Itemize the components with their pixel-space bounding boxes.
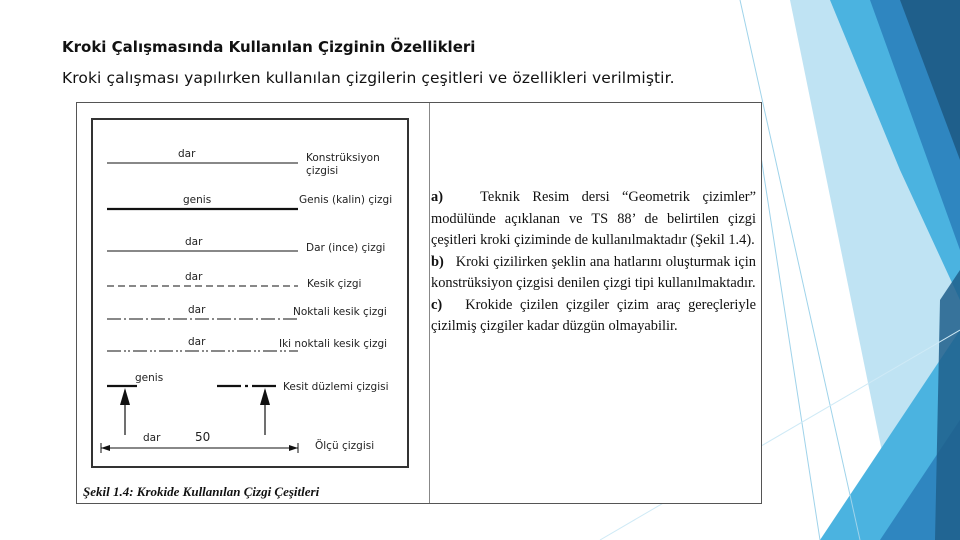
line-samples-drawing [93,120,407,466]
figure-text-panel [431,187,756,338]
thickness-label: dar [188,304,206,316]
paragraph-b-line: denilen çizgi tipi kullanılmaktadır. [557,275,756,291]
line-name: Konstrüksiyon [306,152,380,164]
kesit-arrowhead-left [120,388,130,405]
facet-line [760,150,820,540]
figure-drawing-panel [77,103,430,503]
paragraph-a-line: de kullanılmaktadır (Şekil 1.4). [574,232,755,248]
thickness-label: dar [143,432,161,444]
line-name: Genis (kalin) çizgi [299,194,393,206]
line-name: Iki noktali kesik çizgi [279,338,388,350]
paragraph-c [431,295,756,338]
thickness-label: dar [185,271,203,283]
line-name: Noktali kesik çizgi [293,306,387,318]
olcu-arrowhead-right [289,445,298,451]
slide-title: Kroki Çalışmasında Kullanılan Çizginin Özellikleri [62,38,476,56]
paragraph-a-line: çizimler” modülünde açıklanan ve TS 88’ [431,189,756,227]
thickness-label: dar [178,148,196,160]
line-name: Ölçü çizgisi [315,440,375,452]
line-name: Dar (ince) çizgi [306,242,386,254]
paragraph-a-line: de belirtilen çizgi çeşitleri kroki çiziminde [431,210,756,248]
paragraph-c-line: olmayabilir. [608,318,678,334]
paragraph-a [431,187,756,252]
figure-caption: Şekil 1.4: Krokide Kullanılan Çizgi Çeşitleri [83,484,320,499]
line-types-figure [76,102,762,504]
line-samples-box [91,118,409,468]
paragraph-c-line: gereçleriyle çizilmiş çizgiler kadar düzgün [431,296,756,334]
line-name: çizgisi [306,165,339,177]
thickness-label: genis [135,372,164,384]
paragraph-b-label: b) [431,253,444,270]
thickness-label: genis [183,194,212,206]
line-name: Kesit düzlemi çizgisi [283,381,389,393]
paragraph-b-line: Kroki çizilirken şeklin ana hatlarını [455,253,662,270]
olcu-arrowhead-left [101,445,110,451]
slide-subtitle: Kroki çalışması yapılırken kullanılan çizgilerin çeşitleri ve özellikleri verilmiştir. [62,69,675,87]
kesit-arrowhead-right [260,388,270,405]
paragraph-c-label: c) [431,296,443,313]
paragraph-a-line: Teknik Resim dersi “Geometrik [480,189,690,205]
paragraph-b-line: oluşturmak için konstrüksiyon çizgisi [431,253,756,291]
thickness-label: dar [185,236,203,248]
dimension-value: 50 [195,430,211,444]
paragraph-a-label: a) [431,189,443,205]
line-name: Kesik çizgi [307,278,362,290]
thickness-label: dar [188,336,206,348]
paragraph-b [431,252,756,295]
paragraph-c-line: Krokide çizilen çizgiler çizim araç [465,296,681,313]
